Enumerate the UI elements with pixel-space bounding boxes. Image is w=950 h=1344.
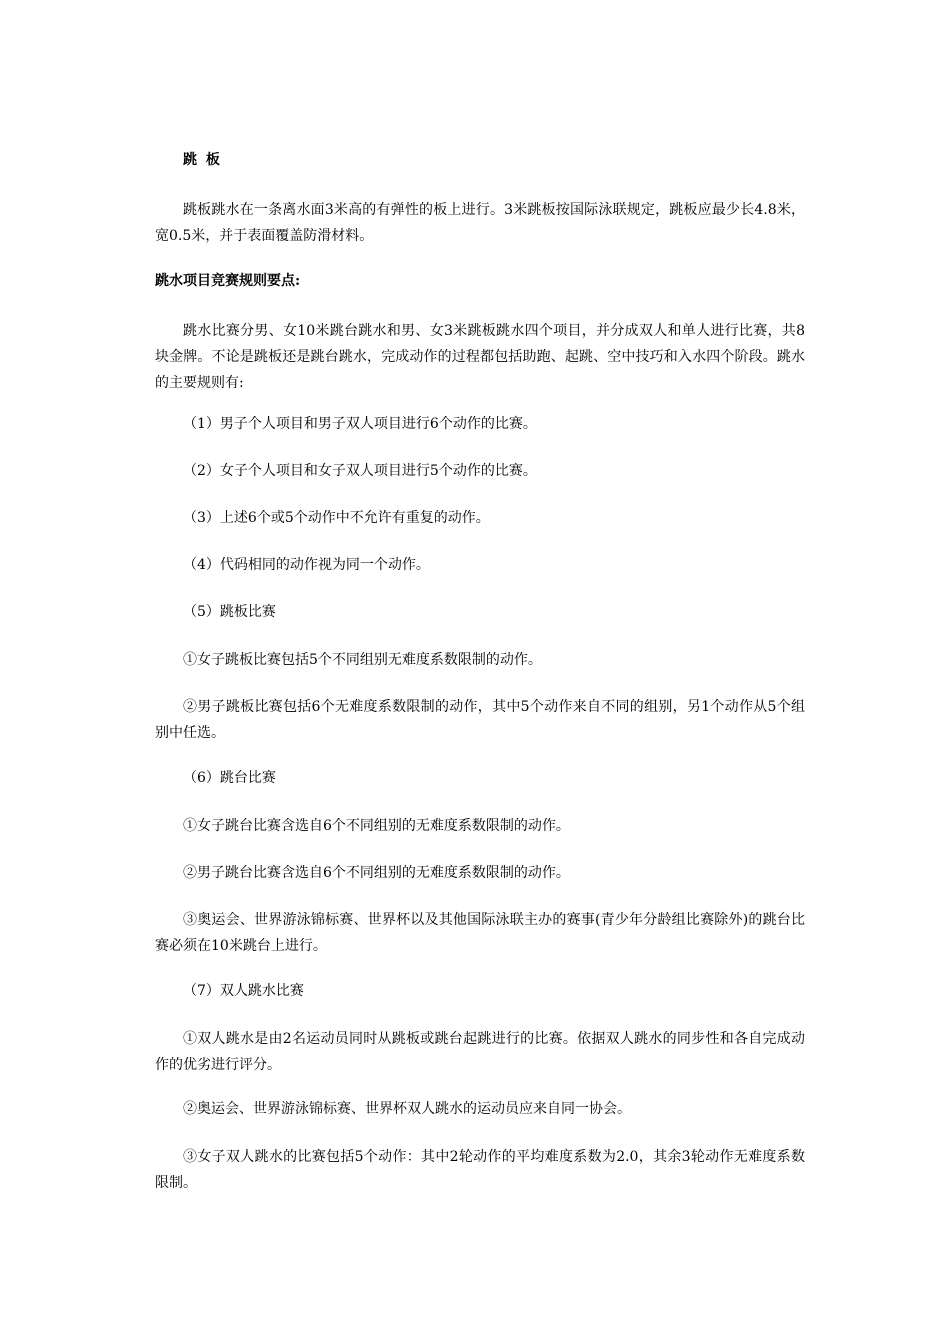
heading-springboard: 跳 板 xyxy=(183,152,222,168)
rule-item-5: （5）跳板比赛 xyxy=(183,604,276,620)
rule-item-5-a: ①女子跳板比赛包括5个不同组别无难度系数限制的动作。 xyxy=(183,652,542,668)
rule-item-2: （2）女子个人项目和女子双人项目进行5个动作的比赛。 xyxy=(183,463,537,479)
rule-item-5-b: ②男子跳板比赛包括6个无难度系数限制的动作，其中5个动作来自不同的组别，另1个动作从5个组别中任选。 xyxy=(155,699,805,741)
rule-item-7-b: ②奥运会、世界游泳锦标赛、世界杯双人跳水的运动员应来自同一协会。 xyxy=(183,1101,631,1117)
rule-item-6-c: ③奥运会、世界游泳锦标赛、世界杯以及其他国际泳联主办的赛事(青少年分龄组比赛除外)的跳台比赛必须在10米跳台上进行。 xyxy=(155,912,805,954)
paragraph-springboard-intro: 跳板跳水在一条离水面3米高的有弹性的板上进行。3米跳板按国际泳联规定，跳板应最少长4.8米，宽0.5米，并于表面覆盖防滑材料。 xyxy=(155,202,805,244)
rule-item-7-c: ③女子双人跳水的比赛包括5个动作：其中2轮动作的平均难度系数为2.0，其余3轮动作无难度系数限制。 xyxy=(155,1149,805,1191)
rule-item-1: （1）男子个人项目和男子双人项目进行6个动作的比赛。 xyxy=(183,416,537,432)
section-title: 跳水项目竞赛规则要点: xyxy=(155,273,301,289)
rule-item-7-a: ①双人跳水是由2名运动员同时从跳板或跳台起跳进行的比赛。依据双人跳水的同步性和各自完成动作的优劣进行评分。 xyxy=(155,1031,805,1073)
rule-item-3: （3）上述6个或5个动作中不允许有重复的动作。 xyxy=(183,510,490,526)
rule-item-6: （6）跳台比赛 xyxy=(183,770,276,786)
rule-item-6-a: ①女子跳台比赛含选自6个不同组别的无难度系数限制的动作。 xyxy=(183,818,570,834)
rule-item-7: （7）双人跳水比赛 xyxy=(183,983,304,999)
paragraph-overview: 跳水比赛分男、女10米跳台跳水和男、女3米跳板跳水四个项目，并分成双人和单人进行比赛，共8块金牌。不论是跳板还是跳台跳水，完成动作的过程都包括助跑、起跳、空中技巧和入水四个阶段。跳水的主要规则有: xyxy=(155,323,805,391)
rule-item-6-b: ②男子跳台比赛含选自6个不同组别的无难度系数限制的动作。 xyxy=(183,865,570,881)
rule-item-4: （4）代码相同的动作视为同一个动作。 xyxy=(183,557,430,573)
